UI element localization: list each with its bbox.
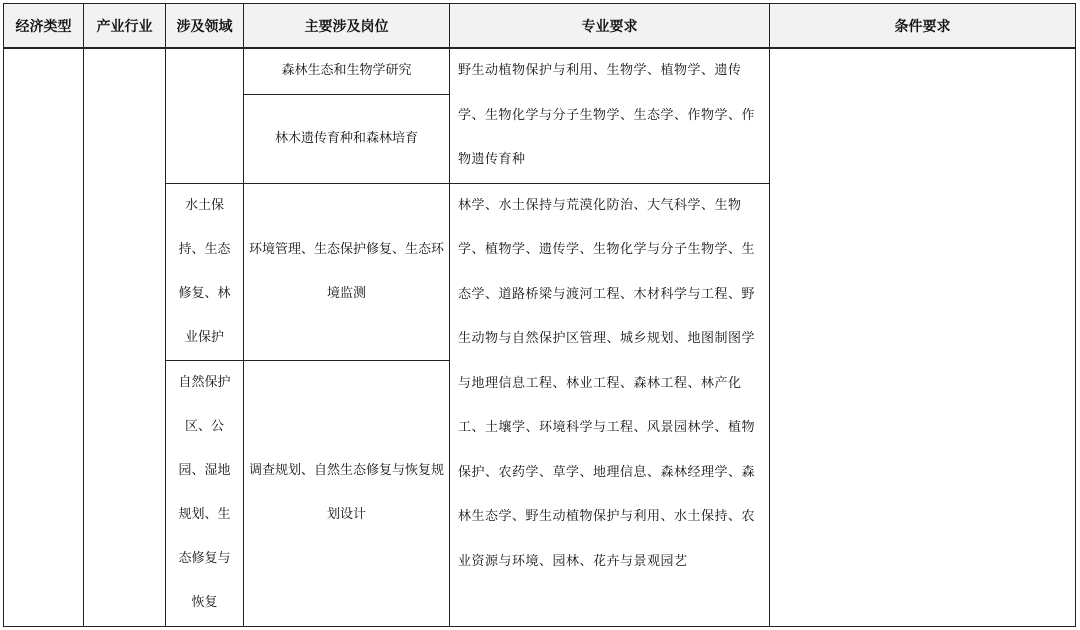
post-cell: 森林生态和生物学研究	[244, 48, 450, 94]
post-cell: 环境管理、生态保护修复、生态环境监测	[244, 183, 450, 360]
economy-type-cell	[4, 48, 84, 626]
field-text: 自然保护区、公园、湿地规划、生态修复与恢复	[178, 374, 231, 610]
field-cell	[166, 360, 244, 626]
table-row	[4, 48, 1076, 94]
post-cell: 林木遗传育种和森林培育	[244, 94, 450, 183]
post-cell: 调查规划、自然生态修复与恢复规划设计	[244, 360, 450, 626]
header-major-requirements: 专业要求	[450, 4, 770, 49]
header-main-posts: 主要涉及岗位	[244, 4, 450, 49]
header-economy-type: 经济类型	[4, 4, 84, 49]
header-field: 涉及领域	[166, 4, 244, 49]
major-requirement-cell: 林学、水土保持与荒漠化防治、大气科学、生物学、植物学、遗传学、生物化学与分子生物学、生态学、道路桥梁与渡河工程、木材科学与工程、野生动物与自然保护区管理、城乡规划、地图制图学与地理信息工程、林业工程、森林工程、林产化工、土壤学、环境科学与工程、风景园林学、植物保护、农药学、草学、地理信息、森林经理学、森林生态学、野生动植物保护与利用、水土保持、农业资源与环境、园林、花卉与景观园艺	[450, 183, 770, 626]
field-cell-1	[166, 48, 244, 183]
field-cell	[166, 183, 244, 360]
industry-cell	[84, 48, 166, 626]
condition-cell	[770, 48, 1076, 626]
requirements-table	[3, 3, 1076, 627]
header-condition-requirements: 条件要求	[770, 4, 1076, 49]
major-requirement-cell: 野生动植物保护与利用、生物学、植物学、遗传学、生物化学与分子生物学、生态学、作物学、作物遗传育种	[450, 48, 770, 183]
header-industry: 产业行业	[84, 4, 166, 49]
field-text: 水土保持、生态修复、林业保护	[178, 197, 231, 345]
header-row	[4, 4, 1076, 49]
